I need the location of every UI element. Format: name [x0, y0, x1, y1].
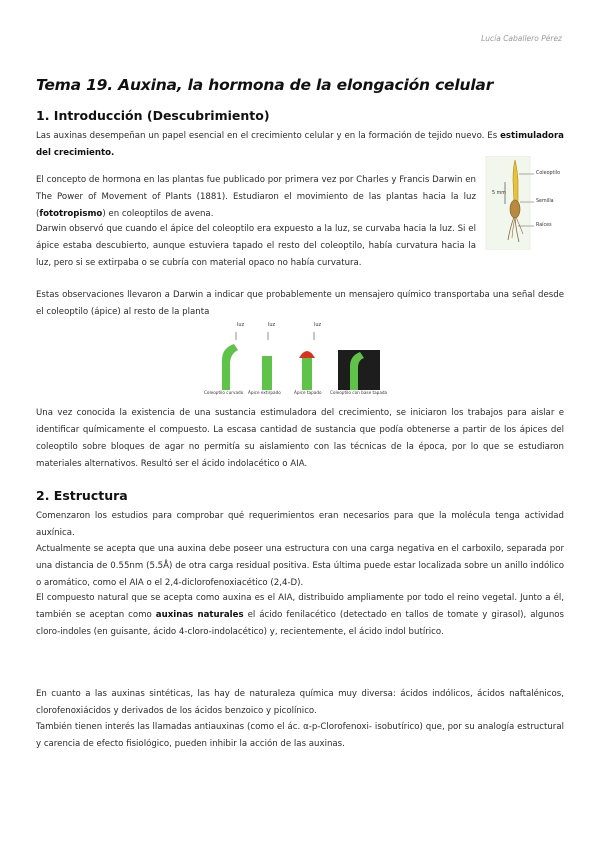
- experiment-label-4: Coleoptilo con base tapada: [330, 390, 388, 395]
- intro-p2-text-b: ) en coleoptilos de avena.: [102, 209, 214, 219]
- scale-label: 5 mm: [492, 191, 506, 196]
- author-name: Lucía Caballero Pérez: [481, 34, 562, 43]
- intro-paragraph-3: Darwin observó que cuando el ápice del coleoptilo era expuesto a la luz, se curvaba hacia la luz. Si el ápice estaba descubierto, aunque estuviera tapado el resto del coleoptilo, había curvatura hacia la luz, pero si se extirpaba o se cubría con material opaco no había curvatura.: [36, 224, 476, 268]
- section-1-heading: 1. Introducción (Descubrimiento): [36, 108, 270, 123]
- structure-paragraph-5: También tienen interés las llamadas antiauxinas (como el ác. α-p-Clorofenoxi- isobutírico) que, por su analogía estructural y carencia de efecto fisiológico, pueden inhibir la acción de las auxinas.: [36, 722, 564, 749]
- experiment-illustration: [204, 326, 396, 392]
- phototropism-experiment-figure: [204, 322, 396, 396]
- coleoptile-figure: [482, 156, 562, 250]
- structure-paragraph-3: [36, 590, 564, 641]
- intro-paragraph-5: Una vez conocida la existencia de una sustancia estimuladora del crecimiento, se iniciaron los trabajos para aislar e identificar químicamente el compuesto. La escasa cantidad de sustancia que podía obtenerse a partir de los ápices del coleoptilo sobre bloques de agar no permitía su aislamiento con las técnicas de la época, por lo que se estudiaron materiales alternativos. Resultó ser el ácido indolacético o AIA.: [36, 408, 564, 469]
- light-label-1: luz: [237, 322, 245, 328]
- auxinas-naturales-term: auxinas naturales: [155, 610, 244, 620]
- experiment-label-3: Ápice tapado: [294, 390, 322, 395]
- intro-p2-text-a: El concepto de hormona en las plantas fue publicado por primera vez por Charles y Francis Darwin en The Power of Movement of Plants (1881). Estudiaron el movimiento de las plantas hacia la luz (: [36, 175, 476, 219]
- fototropismo-term: fototropismo: [39, 209, 103, 219]
- intro-paragraph-4: Estas observaciones llevaron a Darwin a indicar que probablemente un mensajero químico transportaba una señal desde el coleoptilo (ápice) al resto de la planta: [36, 290, 564, 317]
- experiment-label-1: Coleoptilo curvado: [204, 390, 244, 395]
- coleoptilo-label: Coleoptilo: [536, 171, 561, 176]
- intro-p1-bold: estimuladora del crecimiento.: [36, 131, 564, 158]
- section-2-heading: 2. Estructura: [36, 488, 128, 503]
- intro-paragraph-2: [36, 172, 476, 223]
- structure-paragraph-1: Comenzaron los estudios para comprobar qué requerimientos eran necesarios para que la molécula tenga actividad auxínica.: [36, 511, 564, 538]
- structure-p3-text-b: el ácido fenilacético (detectado en tallos de tomate y girasol), algunos cloro-indoles (en guisante, ácido 4-cloro-indolacético) y, recientemente, el ácido indol butírico.: [36, 610, 564, 637]
- semilla-label: Semilla: [536, 199, 554, 204]
- structure-paragraph-4: En cuanto a las auxinas sintéticas, las hay de naturaleza química muy diversa: ácidos indólicos, ácidos naftalénicos, clorofenoxiácidos y derivados de los ácidos benzoico y picolínico.: [36, 689, 564, 716]
- page-title: Tema 19. Auxina, la hormona de la elongación celular: [36, 76, 494, 94]
- intro-p1-text: Las auxinas desempeñan un papel esencial en el crecimiento celular y en la formación de tejido nuevo. Es: [36, 131, 501, 141]
- raices-label: Raíces: [536, 223, 552, 228]
- experiment-label-2: Ápice extirpado: [248, 390, 281, 395]
- light-label-3: luz: [314, 322, 322, 328]
- structure-p3-text-a: El compuesto natural que se acepta como auxina es el AIA, distribuido ampliamente por todo el reino vegetal. Junto a él, también se aceptan como: [36, 593, 564, 620]
- light-label-2: luz: [268, 322, 276, 328]
- structure-paragraph-2: Actualmente se acepta que una auxina debe poseer una estructura con una carga negativa en el carboxilo, separada por una distancia de 0.55nm (5.5Å) de otra carga residual positiva. Esta última puede estar localizada sobre un anillo indólico o aromático, como el AIA o el 2,4-diclorofenoxiacético (2,4-D).: [36, 544, 564, 588]
